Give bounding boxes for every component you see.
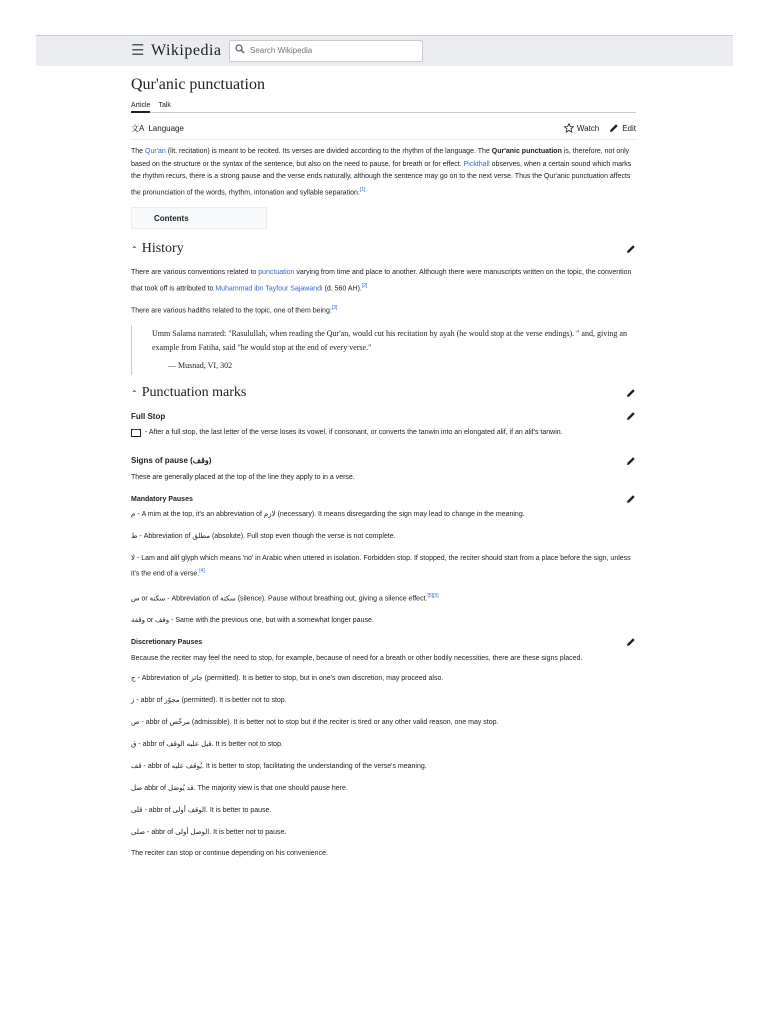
pencil-icon[interactable] [626,411,636,421]
hamburger-menu-icon[interactable]: ☰ [131,42,145,59]
article-content [131,70,636,866]
discretionary-closing: The reciter can stop or continue depending on his convenience. [131,849,328,857]
language-label: Language [148,123,184,133]
link-punctuation[interactable]: punctuation [258,269,295,277]
header-bar [36,35,733,66]
verse-end-glyph-icon [131,429,141,437]
list-item: ج - Abbreviation of جائز (permitted). It is better to stop, but in one's own discretion, may proceed also. [131,673,444,682]
page-title: Qur'anic punctuation [131,76,265,93]
reference-3[interactable]: [3] [331,304,338,311]
list-item: ز - abbr of مجوّز (permitted). It is better not to stop. [131,695,287,704]
reference-5[interactable]: [5][3] [427,592,439,599]
list-item: صل abbr of قد يُوصَل. The majority view is that one should pause here. [131,783,348,792]
full-stop-heading: Full Stop [131,411,636,421]
watch-label: Watch [576,123,600,133]
tab-talk[interactable]: Talk [158,102,171,109]
section-punctuation-heading[interactable]: ⌃ Punctuation marks [131,385,636,401]
tab-article[interactable]: Article [131,102,150,113]
list-item: ص - abbr of مرخّص (admissible). It is better not to stop but if the reciter is tired or any other valid reason, one may stop. [131,717,499,726]
search-input[interactable] [248,41,420,59]
pencil-icon[interactable] [626,244,636,254]
reference-1[interactable]: [1] [359,186,366,193]
page-actions-bar [131,121,636,140]
signs-of-pause-heading: Signs of pause (وقف) [131,456,636,466]
hadith-quote [131,325,636,375]
link-sajawandi[interactable]: Muhammad ibn Tayfour Sajawandi [215,285,323,293]
contents-toggle[interactable]: Contents [131,207,267,229]
list-item: وقفة or وقف - Same with the previous one, but with a somewhat longer pause. [131,616,374,625]
discretionary-pauses-heading: Discretionary Pauses [131,637,636,647]
search-box[interactable] [229,40,423,62]
list-item: م - A mim at the top, it's an abbreviation of لازم (necessary). It means disregarding the sign may lead to change in the meaning. [131,510,525,519]
quote-text: Umm Salama narrated: "Rasulullah, when reading the Qur'an, would cut his recitation by ayah (he would stop at the verse endings). " and, giving an example from Fatiha, said "he would stop at the end of every verse." [152,329,627,353]
history-paragraph-2: There are various hadiths related to the topic, one of them being:[3] [131,304,338,314]
chevron-up-icon[interactable]: ⌃ [131,244,138,254]
edit-button[interactable] [609,123,636,133]
language-icon: 文A [131,123,145,133]
star-icon [564,123,574,133]
pencil-icon[interactable] [626,388,636,398]
quote-attribution: — Musnad, VI, 302 [168,361,233,371]
search-icon [235,44,245,54]
list-item: ط - Abbreviation of مطلق (absolute). Full stop even though the verse is not complete. [131,532,396,541]
language-button[interactable] [131,123,184,134]
mandatory-pauses-heading: Mandatory Pauses [131,494,636,504]
edit-label: Edit [622,123,636,133]
pencil-icon[interactable] [626,494,636,504]
section-history-heading[interactable]: ⌃ History [131,241,636,257]
list-item: لا - Lam and alif glyph which means 'no' in Arabic when uttered in isolation. Forbidden stop. If stopped, the reciter should start from a place before the sign, unless it's the end of a verse.[4] [131,554,631,578]
link-quran[interactable]: Qur'an [145,148,166,155]
link-pickthall[interactable]: Pickthall [463,160,490,168]
signs-intro: These are generally placed at the top of the line they apply to in a verse. [131,473,355,481]
discretionary-intro: Because the reciter may feel the need to stop, for example, because of need for a breath or other bodily necessities, there are these signs placed. [131,655,583,663]
full-stop-text: - After a full stop, the last letter of the verse loses its vowel, if consonant, or converts the tanwin into an elongated alif, if an alif's tanwin. [131,427,636,440]
list-item: س or سكتة - Abbreviation of سكتة (silence). Pause without breathing out, giving a silence effect.[5][3] [131,592,439,603]
pencil-icon[interactable] [626,456,636,466]
intro-paragraph: The Qur'an (lit. recitation) is meant to be recited. Its verses are divided according to the rhythm of the language. The Qur'anic punctuation is, therefore, not only based on the structure or the syntax of the sentence, but also on the need to pause, for breath or for effect. Pickthall observes, when a certain sound which marks the rhythm recurs, there is a strong pause and the verse ends naturally, although the sentence may go on to the next verse. Thus the Qur'anic punctuation affects the pronunciation of the words, rhythm, intonation and syllable separation.[1] [131,148,632,196]
chevron-up-icon[interactable]: ⌃ [131,388,138,398]
history-paragraph-1: There are various conventions related to punctuation varying from time and place to another. Although there were manuscripts written on the topic, the convention that took off is attributed to Muhammad ibn Tayfour Sajawandi (d. 560 AH).[2] [131,269,632,293]
pencil-icon[interactable] [626,637,636,647]
reference-4[interactable]: [4] [199,568,205,575]
reference-2[interactable]: [2] [361,282,368,289]
list-item: صلى - abbr of الوصل أولى. It is better not to pause. [131,827,287,836]
pencil-icon [609,123,619,133]
watch-button[interactable] [564,123,599,133]
wikipedia-wordmark[interactable]: Wikipedia [151,42,222,59]
namespace-tabs [131,102,636,113]
list-item: ق - abbr of قيل عليه الوقف. It is better not to stop. [131,739,283,748]
list-item: قلى - abbr of الوقف أولى. It is better to pause. [131,805,272,814]
list-item: قف - abbr of يُوقف عليه. It is better to stop, facilitating the understanding of the verse's meaning. [131,761,427,770]
